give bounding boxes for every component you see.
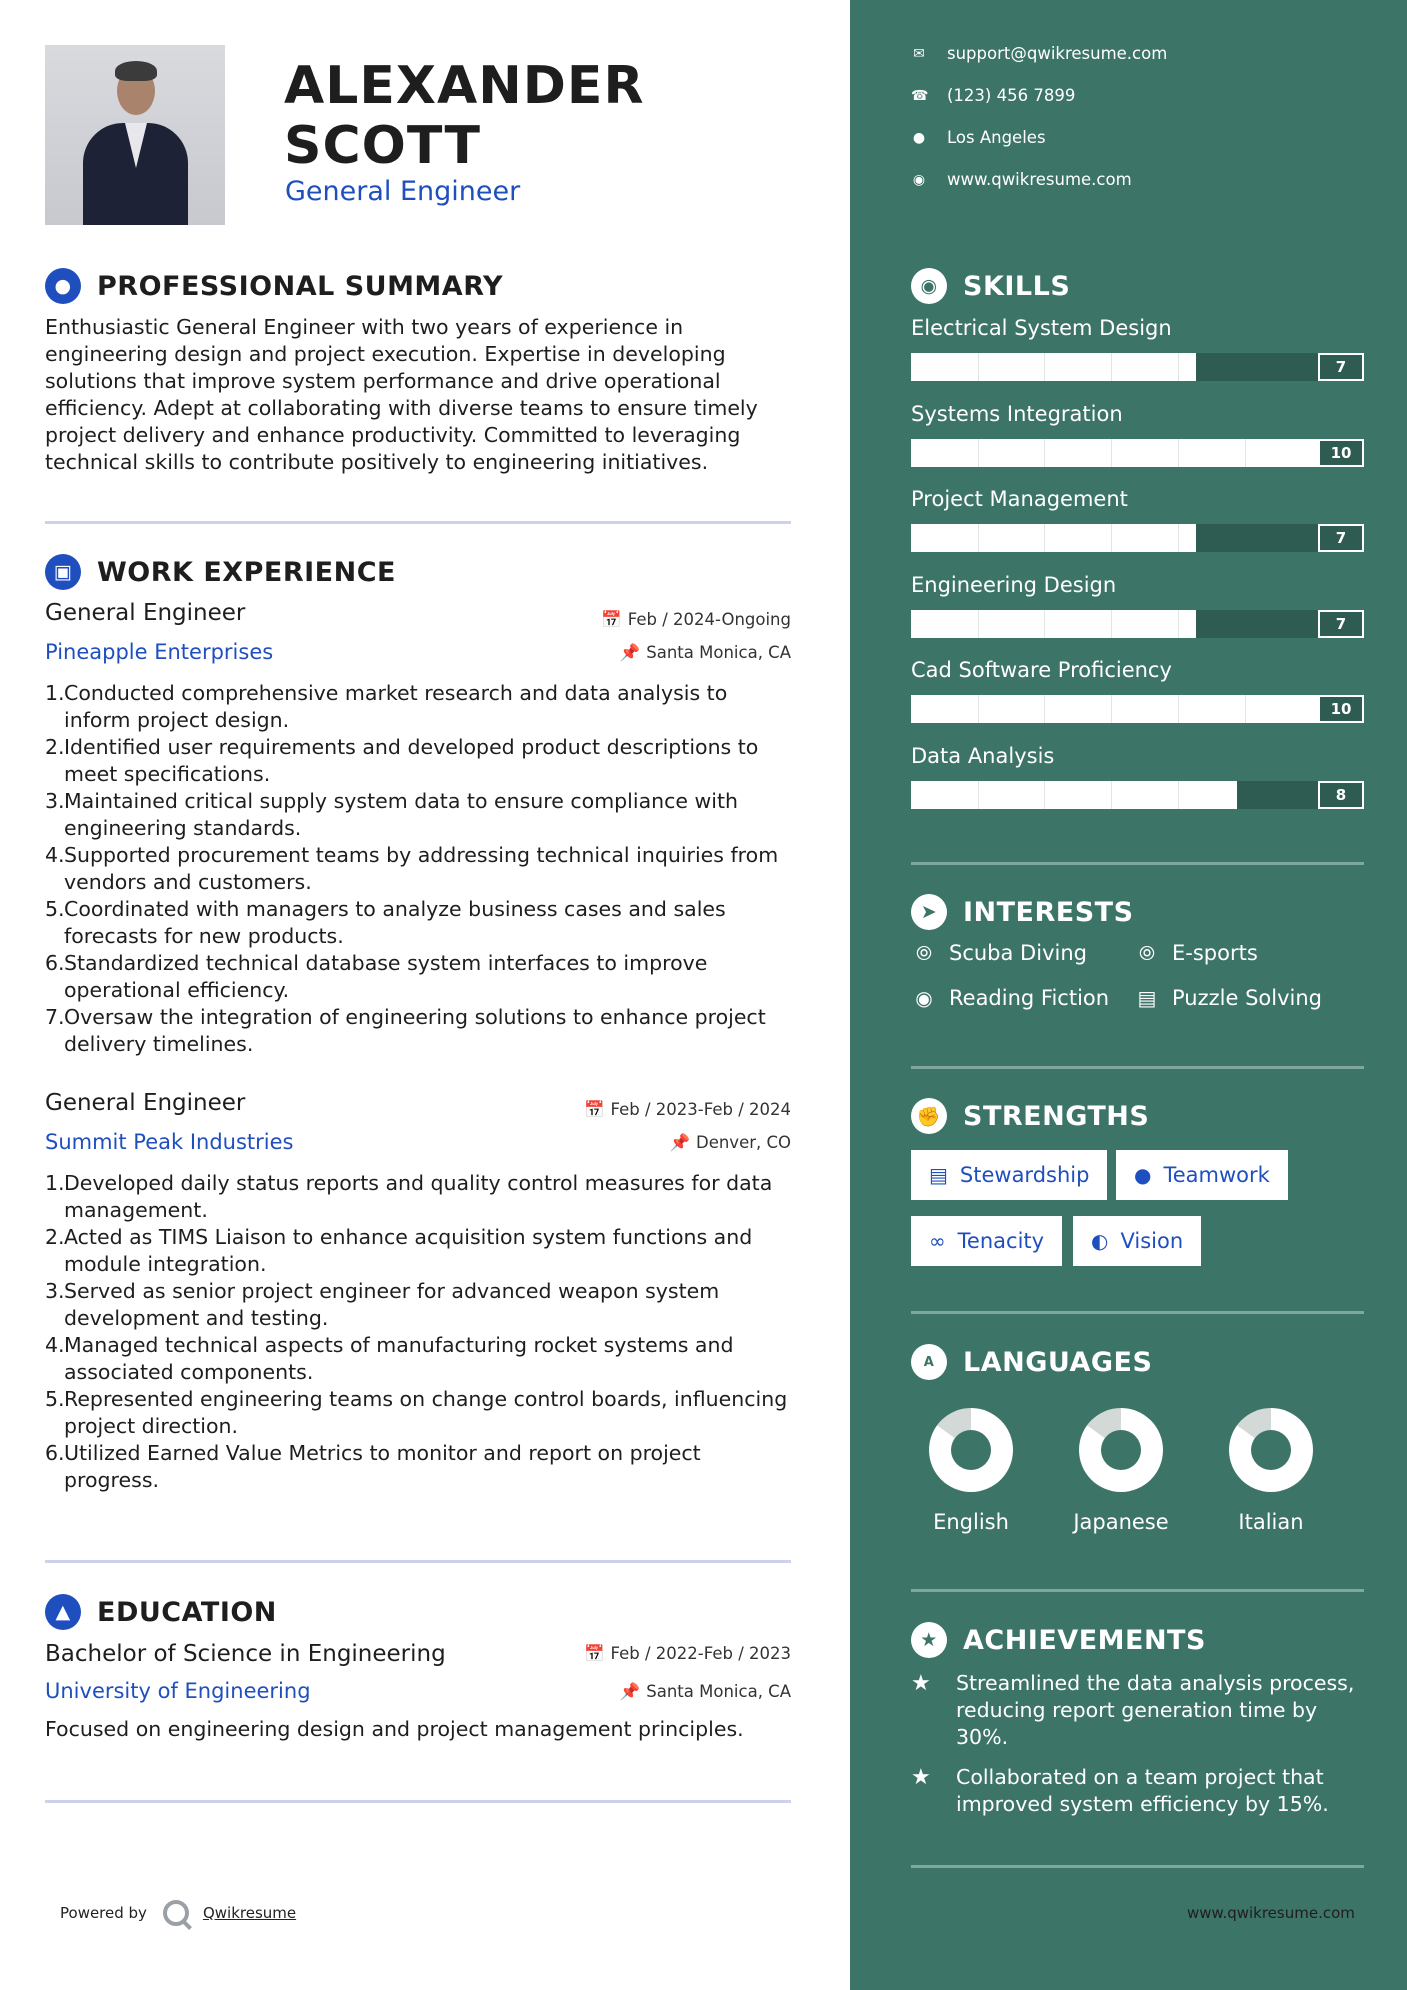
list-item: 1. Conducted comprehensive market research and data analysis to inform project design. — [45, 681, 728, 732]
divider — [45, 1800, 791, 1803]
degree-title: Bachelor of Science in Engineering — [45, 1641, 446, 1667]
job-date: 📅 Feb / 2024-Ongoing — [601, 610, 791, 629]
list-item: 6. Standardized technical database system interfaces to improve operational efficiency. — [45, 951, 708, 1002]
skill-level-value: 10 — [1318, 695, 1364, 723]
education-location: 📌 Santa Monica, CA — [619, 1682, 791, 1701]
achievements-heading: ★ ACHIEVEMENTS — [911, 1622, 1206, 1658]
achievement-item: ★ Streamlined the data analysis process, reducing report generation time by 30%. — [911, 1671, 1355, 1749]
globe-icon: ◉ — [912, 171, 926, 188]
job-bullets — [45, 1170, 790, 1494]
map-marker-icon: ● — [912, 129, 926, 146]
users-icon: ● — [1134, 1163, 1152, 1187]
list-item: 3. Served as senior project engineer for advanced weapon system development and testing. — [45, 1279, 720, 1330]
binoculars-icon: ◐ — [1091, 1229, 1109, 1253]
skill-bar — [911, 524, 1318, 552]
user-icon: ● — [45, 268, 81, 304]
skill-label: Cad Software Proficiency — [911, 658, 1172, 682]
briefcase-icon: ▤ — [929, 1163, 948, 1187]
interest-item: ⦾ Scuba Diving — [911, 941, 1087, 965]
interest-item: ⦾ E-sports — [1134, 941, 1258, 965]
list-item: 6. Utilized Earned Value Metrics to monitor and report on project progress. — [45, 1441, 701, 1492]
strength-badge: ▤ Stewardship — [911, 1150, 1107, 1200]
skill-bar — [911, 695, 1318, 723]
list-item: 5. Coordinated with managers to analyze business cases and sales forecasts for new products. — [45, 897, 726, 948]
star-icon: ★ — [911, 1622, 947, 1658]
profile-photo — [45, 45, 225, 225]
job-location: 📌 Denver, CO — [669, 1133, 791, 1152]
divider — [911, 1311, 1364, 1314]
list-item: 5. Represented engineering teams on change control boards, influencing project direction. — [45, 1387, 788, 1438]
divider — [45, 1560, 791, 1563]
job-date: 📅 Feb / 2023-Feb / 2024 — [583, 1100, 791, 1119]
footer-website[interactable]: www.qwikresume.com — [1187, 1904, 1355, 1922]
skill-label: Electrical System Design — [911, 316, 1172, 340]
footer-powered-by: Powered by Qwikresume — [60, 1900, 296, 1926]
language-label: Japanese — [1073, 1510, 1169, 1534]
education-description: Focused on engineering design and project management principles. — [45, 1717, 744, 1741]
life-ring-icon: ⦾ — [1139, 941, 1155, 965]
list-item: 4. Managed technical aspects of manufacturing rocket systems and associated components. — [45, 1333, 734, 1384]
skills-heading: ◉ SKILLS — [911, 268, 1070, 304]
skill-level-value: 7 — [1318, 524, 1364, 552]
candidate-name: ALEXANDER SCOTT — [284, 56, 645, 176]
job-location: 📌 Santa Monica, CA — [619, 643, 791, 662]
interest-item: ▤ Puzzle Solving — [1134, 986, 1322, 1010]
calendar-icon: 📅 — [583, 1644, 605, 1663]
pin-icon: 📌 — [669, 1133, 690, 1152]
pin-icon: 📌 — [619, 643, 641, 662]
strength-badge: ◐ Vision — [1073, 1216, 1201, 1266]
summary-heading: ● PROFESSIONAL SUMMARY — [45, 268, 503, 304]
graduate-icon: ▲ — [45, 1594, 81, 1630]
book-icon: ▤ — [1137, 986, 1157, 1010]
calendar-icon: 📅 — [601, 610, 622, 629]
language-label: English — [933, 1510, 1009, 1534]
divider — [911, 1865, 1364, 1868]
fist-icon: ✊ — [911, 1098, 947, 1134]
qwikresume-link[interactable]: Qwikresume — [202, 1904, 297, 1922]
life-ring-icon: ⦾ — [916, 941, 932, 965]
skill-level-value: 7 — [1318, 610, 1364, 638]
list-item: 1. Developed daily status reports and quality control measures for data management. — [45, 1171, 773, 1222]
skill-level-value: 10 — [1318, 439, 1364, 467]
skill-label: Systems Integration — [911, 402, 1123, 426]
skill-label: Engineering Design — [911, 573, 1117, 597]
list-item: 2. Acted as TIMS Liaison to enhance acquisition system functions and module integration. — [45, 1225, 753, 1276]
contact-phone[interactable]: ☎ (123) 456 7899 — [911, 86, 1076, 105]
contact-location: ● Los Angeles — [912, 128, 1046, 147]
gamepad-icon: ◉ — [915, 986, 933, 1010]
interest-item: ◉ Reading Fiction — [911, 986, 1109, 1010]
work-heading: ▣ WORK EXPERIENCE — [45, 554, 396, 590]
job-title: General Engineer — [45, 1090, 246, 1116]
skill-level-value: 7 — [1318, 353, 1364, 381]
skill-bar-empty — [1196, 524, 1318, 552]
skill-bar-empty — [1196, 353, 1318, 381]
link-icon: ∞ — [929, 1229, 946, 1253]
calendar-icon: 📅 — [583, 1100, 605, 1119]
skill-bar — [911, 439, 1318, 467]
company-name: Pineapple Enterprises — [45, 640, 274, 664]
paper-plane-icon: ➤ — [911, 894, 947, 930]
list-item: 3. Maintained critical supply system data to ensure compliance with engineering standards. — [45, 789, 739, 840]
achievement-item: ★ Collaborated on a team project that improved system efficiency by 15%. — [911, 1765, 1329, 1816]
language-icon: A — [911, 1344, 947, 1380]
languages-heading: A LANGUAGES — [911, 1344, 1152, 1380]
summary-text: Enthusiastic General Engineer with two years of experience in engineering design and project execution. Expertise in developing solutions that improve system performance and drive operational efficiency. Adept at collaborating with diverse teams to ensure timely project delivery and enhance productivity. Committed to leveraging technical skills to contribute positively to engineering initiatives. — [45, 315, 758, 474]
skill-label: Project Management — [911, 487, 1128, 511]
strength-badge: ● Teamwork — [1116, 1150, 1288, 1200]
language-proficiency-ring — [1079, 1408, 1163, 1492]
list-item: 7. Oversaw the integration of engineering solutions to enhance project delivery timelines. — [45, 1005, 766, 1056]
contact-website[interactable]: ◉ www.qwikresume.com — [912, 170, 1132, 189]
education-heading: ▲ EDUCATION — [45, 1594, 277, 1630]
strengths-heading: ✊ STRENGTHS — [911, 1098, 1149, 1134]
star-icon: ★ — [911, 1671, 931, 1696]
envelope-icon: ✉ — [913, 45, 925, 62]
education-date: 📅 Feb / 2022-Feb / 2023 — [583, 1644, 791, 1663]
skill-bar-empty — [1196, 610, 1318, 638]
language-label: Italian — [1238, 1510, 1304, 1534]
language-proficiency-ring — [929, 1408, 1013, 1492]
interests-heading: ➤ INTERESTS — [911, 894, 1134, 930]
skill-label: Data Analysis — [911, 744, 1055, 768]
candidate-role: General Engineer — [285, 176, 521, 207]
skill-bar — [911, 610, 1318, 638]
phone-icon: ☎ — [911, 87, 929, 104]
divider — [911, 1066, 1364, 1069]
pin-icon: 📌 — [619, 1682, 641, 1701]
divider — [911, 862, 1364, 865]
divider — [45, 521, 791, 524]
skill-bar — [911, 353, 1318, 381]
job-bullets — [45, 680, 790, 1058]
school-name: University of Engineering — [45, 1679, 311, 1703]
list-item: 2. Identified user requirements and developed product descriptions to meet specifications. — [45, 735, 759, 786]
job-title: General Engineer — [45, 600, 246, 626]
chair-icon: ▣ — [45, 554, 81, 590]
skill-bar-empty — [1237, 781, 1318, 809]
star-icon: ★ — [911, 1765, 931, 1790]
company-name: Summit Peak Industries — [45, 1130, 294, 1154]
lightbulb-icon: ◉ — [911, 268, 947, 304]
strength-badge: ∞ Tenacity — [911, 1216, 1062, 1266]
contact-email[interactable]: ✉ support@qwikresume.com — [911, 44, 1167, 63]
skill-level-value: 8 — [1318, 781, 1364, 809]
qwikresume-logo-icon — [163, 1900, 189, 1926]
language-proficiency-ring — [1229, 1408, 1313, 1492]
skill-bar — [911, 781, 1318, 809]
divider — [911, 1589, 1364, 1592]
list-item: 4. Supported procurement teams by addressing technical inquiries from vendors and customers. — [45, 843, 779, 894]
